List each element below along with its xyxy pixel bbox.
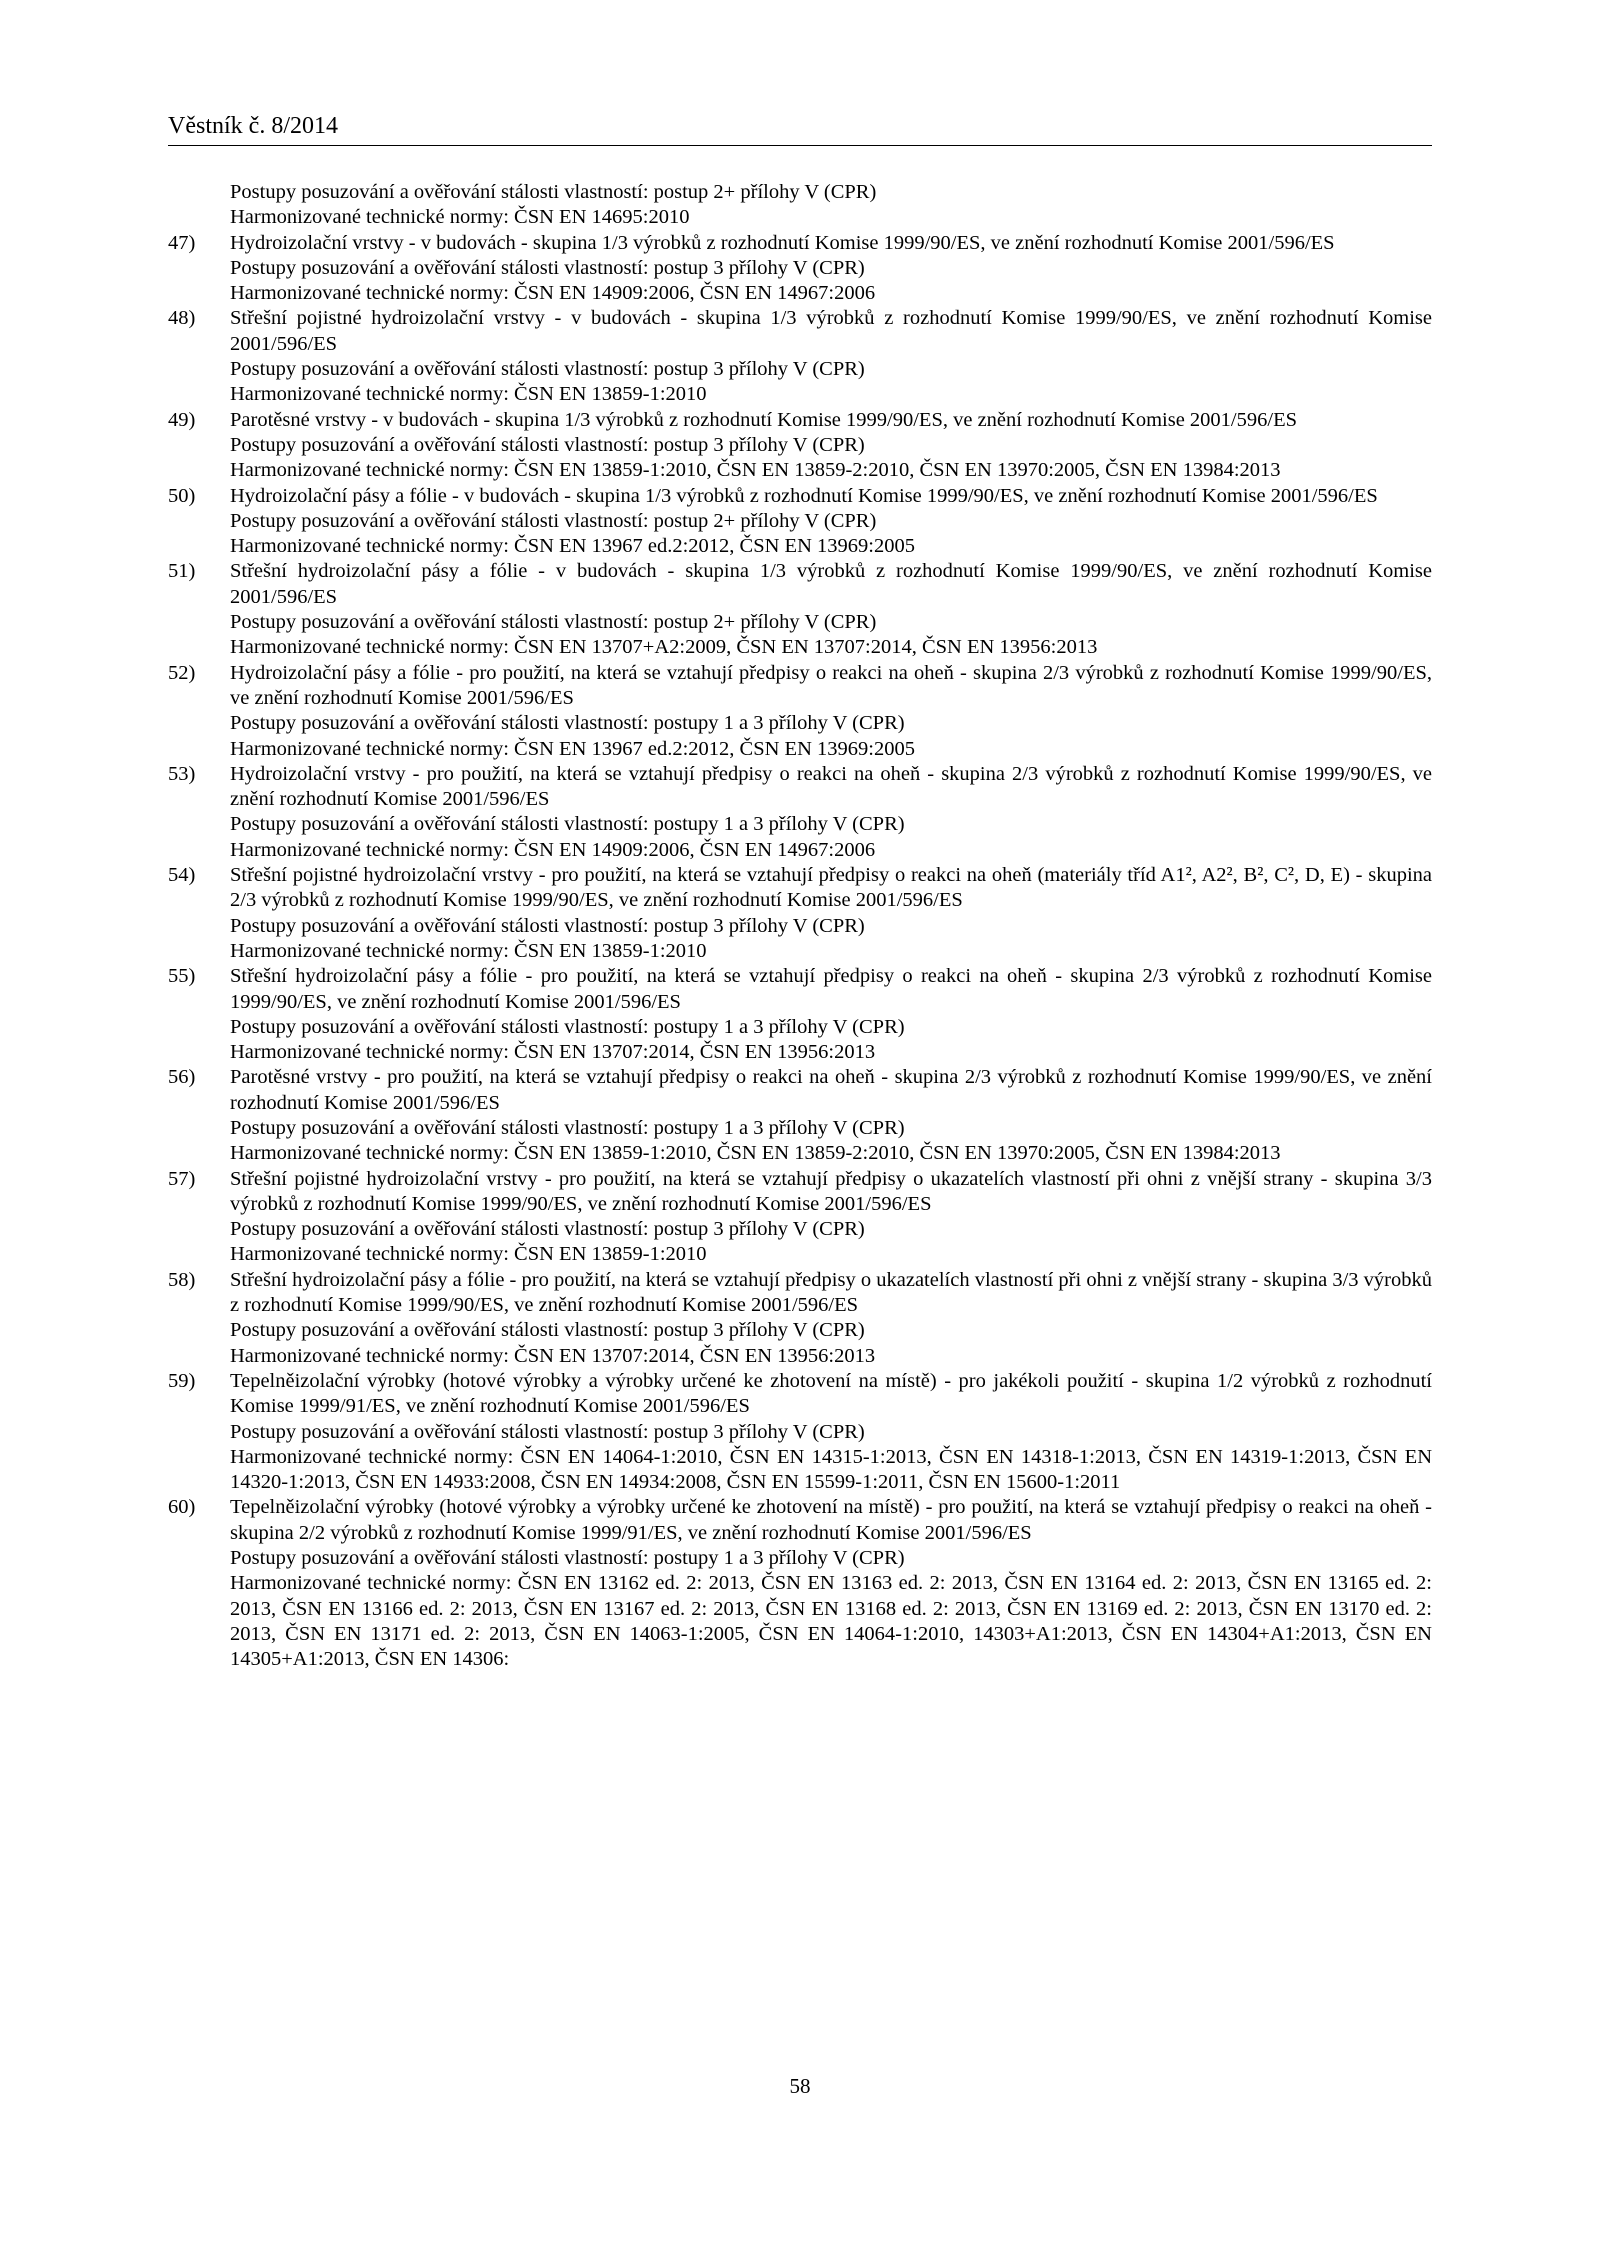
item-description: Tepelněizolační výrobky (hotové výrobky a výrobky určené ke zhotovení na místě) - pro použití, na která se vztahují předpisy o reakci na oheň - skupina 2/2 výrobků z rozhodnutí Komise 1999/91/ES, ve znění rozhodnutí Komise 2001/596/ES — [230, 1496, 1432, 1544]
item-number: 56) — [168, 1066, 196, 1089]
item-number: 51) — [168, 560, 196, 583]
procedure-line: Postupy posuzování a ověřování stálosti vlastností: postup 3 přílohy V (CPR) — [230, 256, 865, 279]
item-description: Hydroizolační vrstvy - v budovách - skupina 1/3 výrobků z rozhodnutí Komise 1999/90/ES, ve znění rozhodnutí Komise 2001/596/ES — [230, 231, 1335, 254]
item-number: 48) — [168, 307, 196, 330]
item-number: 58) — [168, 1268, 196, 1291]
item-number: 57) — [168, 1167, 196, 1190]
list-item — [168, 1268, 1432, 1369]
item-number: 55) — [168, 965, 196, 988]
norms-line: Harmonizované technické normy: ČSN EN 13859-1:2010 — [230, 1243, 707, 1266]
item-body — [230, 306, 1432, 407]
norms-line: Harmonizované technické normy: ČSN EN 13967 ed.2:2012, ČSN EN 13969:2005 — [230, 535, 915, 558]
list-item — [168, 559, 1432, 660]
item-description: Střešní pojistné hydroizolační vrstvy - pro použití, na která se vztahují předpisy o ukazatelích vlastností při ohni z vnější strany - skupina 3/3 výrobků z rozhodnutí Komise 1999/90/ES, ve znění rozhodnutí Komise 2001/596/ES — [230, 1167, 1432, 1215]
procedure-line: Postupy posuzování a ověřování stálosti vlastností: postup 2+ přílohy V (CPR) — [230, 181, 877, 203]
norms-line: Harmonizované technické normy: ČSN EN 13859-1:2010, ČSN EN 13859-2:2010, ČSN EN 13970:2005, ČSN EN 13984:2013 — [230, 1142, 1281, 1165]
item-body — [230, 231, 1432, 307]
norms-line: Harmonizované technické normy: ČSN EN 13707:2014, ČSN EN 13956:2013 — [230, 1041, 876, 1064]
norms-line: Harmonizované technické normy: ČSN EN 13707:2014, ČSN EN 13956:2013 — [230, 1344, 876, 1367]
procedure-line: Postupy posuzování a ověřování stálosti vlastností: postup 3 přílohy V (CPR) — [230, 358, 865, 381]
item-body — [230, 1369, 1432, 1495]
list-item — [168, 231, 1432, 307]
item-number: 60) — [168, 1496, 196, 1519]
item-description: Střešní pojistné hydroizolační vrstvy - v budovách - skupina 1/3 výrobků z rozhodnutí Komise 1999/90/ES, ve znění rozhodnutí Komise 2001/596/ES — [230, 307, 1432, 355]
item-description: Tepelněizolační výrobky (hotové výrobky a výrobky určené ke zhotovení na místě) - pro jakékoli použití - skupina 1/2 výrobků z rozhodnutí Komise 1999/91/ES, ve znění rozhodnutí Komise 2001/596/ES — [230, 1369, 1432, 1418]
procedure-line: Postupy posuzování a ověřování stálosti vlastností: postupy 1 a 3 přílohy V (CPR) — [230, 813, 905, 836]
item-number: 59) — [168, 1369, 196, 1392]
list-item — [168, 1369, 1432, 1495]
procedure-line: Postupy posuzování a ověřování stálosti vlastností: postupy 1 a 3 přílohy V (CPR) — [230, 712, 905, 735]
list-item — [168, 1495, 1432, 1672]
item-description: Parotěsné vrstvy - pro použití, na která se vztahují předpisy o reakci na oheň - skupina 2/3 výrobků z rozhodnutí Komise 1999/90/ES, ve znění rozhodnutí Komise 2001/596/ES — [230, 1066, 1432, 1114]
list-item — [168, 1167, 1432, 1268]
list-item — [168, 484, 1432, 560]
norms-line: Harmonizované technické normy: ČSN EN 13967 ed.2:2012, ČSN EN 13969:2005 — [230, 737, 915, 760]
item-description: Střešní hydroizolační pásy a fólie - pro použití, na která se vztahují předpisy o reakci na oheň - skupina 2/3 výrobků z rozhodnutí Komise 1999/90/ES, ve znění rozhodnutí Komise 2001/596/ES — [230, 965, 1432, 1013]
item-description: Střešní hydroizolační pásy a fólie - v budovách - skupina 1/3 výrobků z rozhodnutí Komise 1999/90/ES, ve znění rozhodnutí Komise 2001/596/ES — [230, 560, 1432, 608]
norms-line: Harmonizované technické normy: ČSN EN 13859-1:2010, ČSN EN 13859-2:2010, ČSN EN 13970:2005, ČSN EN 13984:2013 — [230, 459, 1281, 482]
item-body — [230, 762, 1432, 863]
item-body — [230, 1065, 1432, 1166]
list-item — [168, 661, 1432, 762]
list-item — [168, 1065, 1432, 1166]
item-body — [230, 1495, 1432, 1672]
procedure-line: Postupy posuzování a ověřování stálosti vlastností: postup 2+ přílohy V (CPR) — [230, 611, 877, 634]
list-item — [168, 863, 1432, 964]
item-body — [230, 964, 1432, 1065]
continuation-block — [230, 180, 1432, 231]
norms-line: Harmonizované technické normy: ČSN EN 14909:2006, ČSN EN 14967:2006 — [230, 282, 876, 305]
norms-line: Harmonizované technické normy: ČSN EN 14695:2010 — [230, 206, 690, 229]
list-item — [168, 762, 1432, 863]
norms-line: Harmonizované technické normy: ČSN EN 13859-1:2010 — [230, 383, 707, 406]
item-number: 50) — [168, 484, 196, 507]
procedure-line: Postupy posuzování a ověřování stálosti vlastností: postup 3 přílohy V (CPR) — [230, 1319, 865, 1342]
item-number: 52) — [168, 661, 196, 684]
procedure-line: Postupy posuzování a ověřování stálosti vlastností: postup 3 přílohy V (CPR) — [230, 1218, 865, 1241]
procedure-line: Postupy posuzování a ověřování stálosti vlastností: postup 3 přílohy V (CPR) — [230, 1420, 865, 1443]
list-item — [168, 306, 1432, 407]
item-number: 54) — [168, 864, 196, 887]
norms-line: Harmonizované technické normy: ČSN EN 14064-1:2010, ČSN EN 14315-1:2013, ČSN EN 14318-1:2013, ČSN EN 14319-1:2013, ČSN EN 14320-1:2013, ČSN EN 14933:2008, ČSN EN 14934:2008, ČSN EN 15599-1:2011, ČSN EN 15600-1:2011 — [230, 1445, 1432, 1494]
item-body — [230, 484, 1432, 560]
item-body — [230, 863, 1432, 964]
item-number: 53) — [168, 762, 196, 785]
item-body — [230, 661, 1432, 762]
item-description: Střešní pojistné hydroizolační vrstvy - pro použití, na která se vztahují předpisy o reakci na oheň (materiály tříd A1², A2², B², C², D, E) - skupina 2/3 výrobků z rozhodnutí Komise 1999/90/ES, ve znění rozhodnutí Komise 2001/596/ES — [230, 864, 1432, 912]
item-body — [230, 559, 1432, 660]
item-description: Hydroizolační pásy a fólie - pro použití, na která se vztahují předpisy o reakci na oheň - skupina 2/3 výrobků z rozhodnutí Komise 1999/90/ES, ve znění rozhodnutí Komise 2001/596/ES — [230, 661, 1432, 709]
document-content — [168, 180, 1432, 1673]
norms-line: Harmonizované technické normy: ČSN EN 13162 ed. 2: 2013, ČSN EN 13163 ed. 2: 2013, ČSN EN 13164 ed. 2: 2013, ČSN EN 13165 ed. 2: 2013, ČSN EN 13166 ed. 2: 2013, ČSN EN 13167 ed. 2: 2013, ČSN EN 13168 ed. 2: 2013, ČSN EN 13169 ed. 2: 2013, ČSN EN 13170 ed. 2: 2013, ČSN EN 13171 ed. 2: 2013, ČSN EN 14063-1:2005, ČSN EN 14064-1:2010, 14303+A1:2013, ČSN EN 14304+A1:2013, ČSN EN 14305+A1:2013, ČSN EN 14306: — [230, 1572, 1432, 1671]
procedure-line: Postupy posuzování a ověřování stálosti vlastností: postupy 1 a 3 přílohy V (CPR) — [230, 1547, 905, 1570]
item-number: 47) — [168, 231, 196, 254]
item-body — [230, 1268, 1432, 1369]
item-description: Hydroizolační pásy a fólie - v budovách - skupina 1/3 výrobků z rozhodnutí Komise 1999/90/ES, ve znění rozhodnutí Komise 2001/596/ES — [230, 484, 1378, 507]
header-divider — [168, 145, 1432, 146]
procedure-line: Postupy posuzování a ověřování stálosti vlastností: postup 3 přílohy V (CPR) — [230, 914, 865, 937]
procedure-line: Postupy posuzování a ověřování stálosti vlastností: postupy 1 a 3 přílohy V (CPR) — [230, 1015, 905, 1038]
list-item — [168, 408, 1432, 484]
procedure-line: Postupy posuzování a ověřování stálosti vlastností: postup 2+ přílohy V (CPR) — [230, 509, 877, 532]
product-list — [168, 231, 1432, 1673]
item-body — [230, 408, 1432, 484]
list-item — [168, 964, 1432, 1065]
item-description: Střešní hydroizolační pásy a fólie - pro použití, na která se vztahují předpisy o ukazatelích vlastností při ohni z vnější strany - skupina 3/3 výrobků z rozhodnutí Komise 1999/90/ES, ve znění rozhodnutí Komise 2001/596/ES — [230, 1268, 1432, 1317]
item-number: 49) — [168, 408, 196, 431]
procedure-line: Postupy posuzování a ověřování stálosti vlastností: postupy 1 a 3 přílohy V (CPR) — [230, 1116, 905, 1139]
page-number: 58 — [789, 2074, 811, 2098]
norms-line: Harmonizované technické normy: ČSN EN 13859-1:2010 — [230, 939, 707, 962]
item-description: Hydroizolační vrstvy - pro použití, na která se vztahují předpisy o reakci na oheň - skupina 2/3 výrobků z rozhodnutí Komise 1999/90/ES, ve znění rozhodnutí Komise 2001/596/ES — [230, 762, 1432, 811]
procedure-line: Postupy posuzování a ověřování stálosti vlastností: postup 3 přílohy V (CPR) — [230, 433, 865, 456]
item-description: Parotěsné vrstvy - v budovách - skupina 1/3 výrobků z rozhodnutí Komise 1999/90/ES, ve znění rozhodnutí Komise 2001/596/ES — [230, 408, 1297, 431]
norms-line: Harmonizované technické normy: ČSN EN 14909:2006, ČSN EN 14967:2006 — [230, 838, 876, 861]
norms-line: Harmonizované technické normy: ČSN EN 13707+A2:2009, ČSN EN 13707:2014, ČSN EN 13956:2013 — [230, 636, 1098, 659]
item-body — [230, 1167, 1432, 1268]
journal-header: Věstník č. 8/2014 — [168, 113, 338, 139]
